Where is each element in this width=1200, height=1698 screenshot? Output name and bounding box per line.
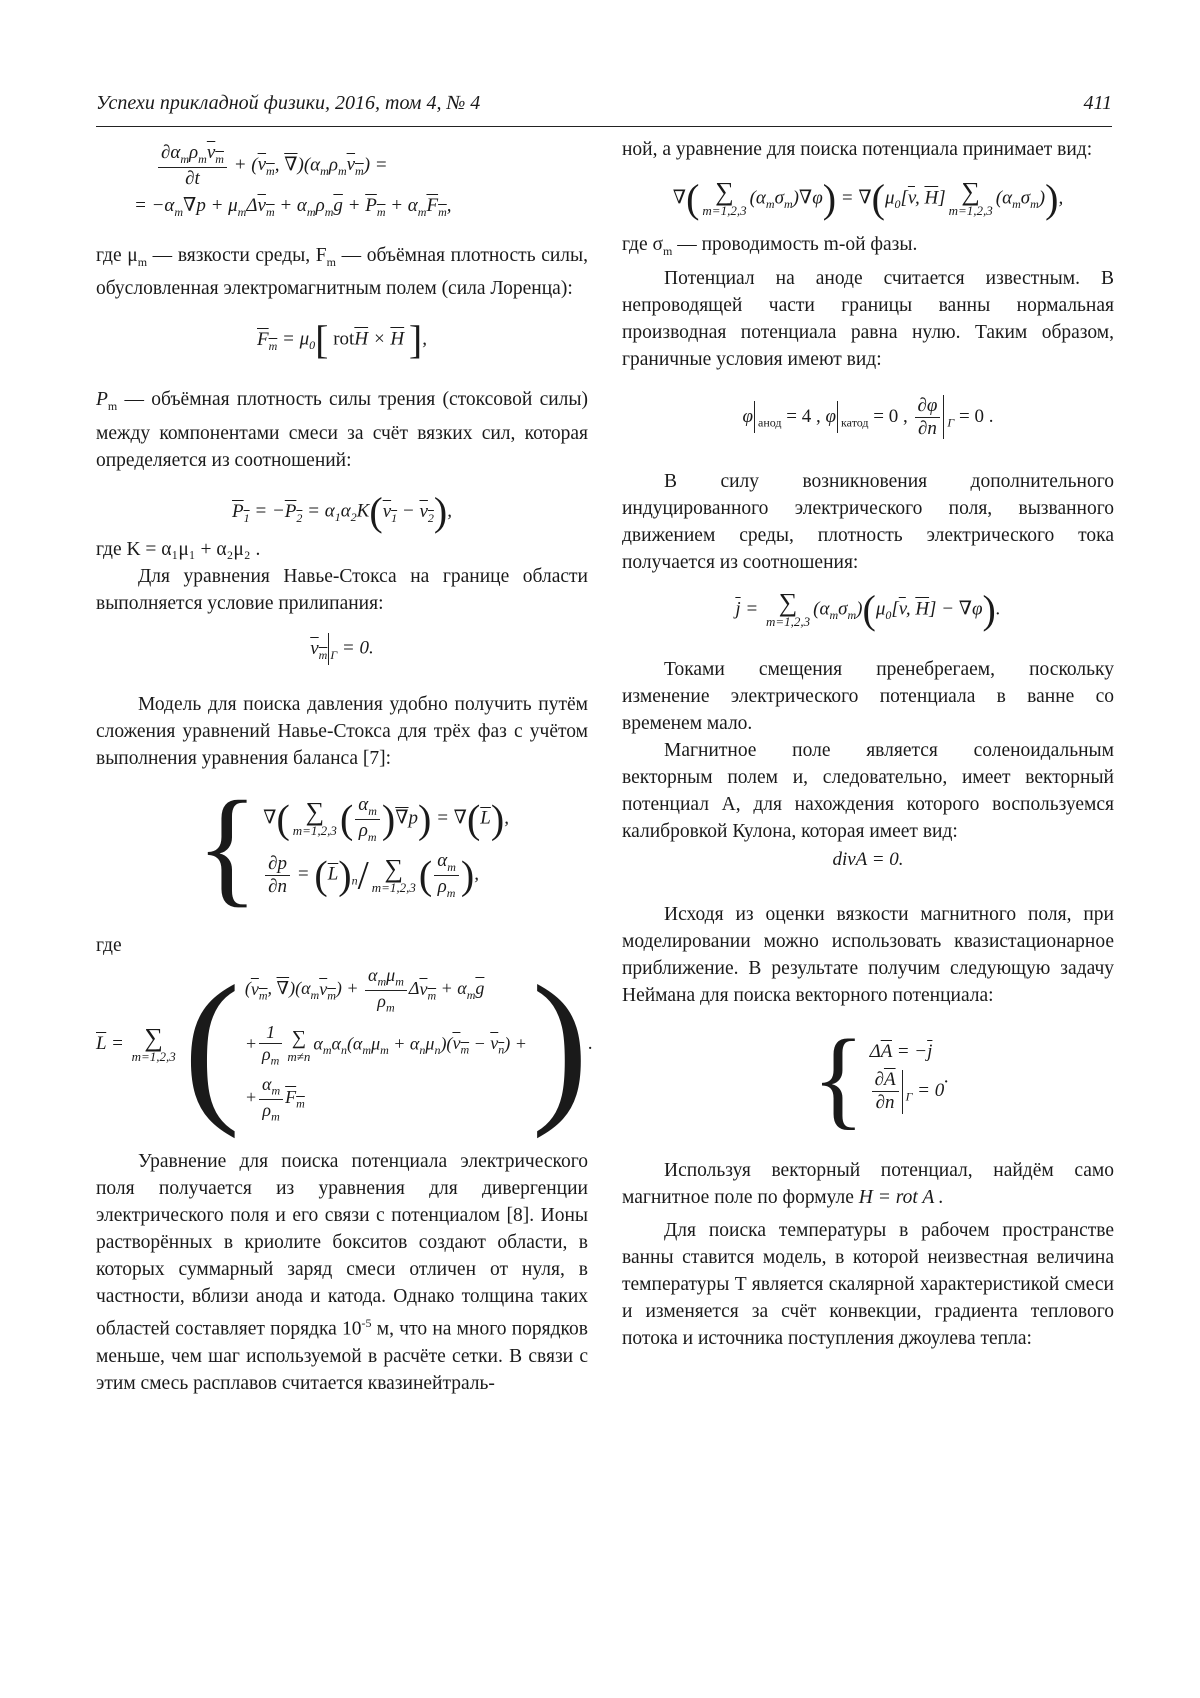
current-density-equation: $\overline{j}$ = ∑ m=1,2,3 $(\alpha_m\sigma_m)(\mu_0[\overline{v}$, $\overline{H}] - \nabla\varphi$). <box>735 586 1001 632</box>
right-column <box>622 136 1114 1352</box>
paragraph-boundary: Потенциал на аноде считается известным. В непроводящей части границы ванны нормальная производная потенциала равна нулю. Таким образом, граничные условия имеют вид: <box>622 267 1114 370</box>
navier-stokes-rhs: = $-\alpha_m\nabla p + \mu_m\Delta v_m + \alpha_m\rho_m\overline{g} + P_m + \alpha_mF_m$, <box>134 194 452 219</box>
noslip-condition: $v_m$ $_\Gamma$ = 0. <box>96 633 588 665</box>
page-number: 411 <box>1083 92 1112 114</box>
paragraph-quasistationary: Исходя из оценки вязкости магнитного поля, при моделировании можно использовать квазистационарное приближение. В результате получим следующую задачу Неймана для поиска векторного потенциала: <box>622 903 1114 1006</box>
paragraph-magnetic: Магнитное поле является соленоидальным векторным полем и, следовательно, имеет векторный потенциал A, для нахождения которого воспользуемся калибровкой Кулона, которая имеет вид: <box>622 739 1114 842</box>
paragraph-noslip: Для уравнения Навье-Стокса на границе области выполняется условие прилипания: <box>96 566 588 615</box>
friction-force-equation: $P_1 = -P_2 = \alpha_1\alpha_2K(v_1 - v_2)$, <box>232 489 452 535</box>
paragraph-viscosity: где $\mu_m$ — вязкости среды, $F_m$ — объёмная плотность силы, обусловленная электромагнитным полем (сила Лоренца): <box>96 244 589 300</box>
navier-stokes-equation: $\frac{\partial\alpha_m\rho_mv_m}{\partial t}$ + ($v_m$, $\nabla)(\alpha_m\rho_mv_m)$ = <box>96 142 588 190</box>
coulomb-gauge: divA = 0. <box>832 848 904 870</box>
paragraph-stokes: $P_m$ — объёмная плотность силы трения (стоксовой силы) между компонентами смеси за счёт вязких сил, которая определяется из соотношений: <box>96 389 588 472</box>
pressure-system: { ∇( ∑ m=1,2,3 ( $\frac{\alpha_m}{\rho_m}$ )$\nabla p) = \nabla(\overline{L})$, $\frac{\partial p}{\partial n}$ = $(\overline{L})_n/$ ∑ m=1,2,3 ( $\frac{\alpha_m}{\rho_m}$ ), <box>196 775 509 920</box>
left-column <box>96 136 594 1397</box>
potential-equation: ∇( ∑ m=1,2,3 $(\alpha_m\sigma_m)\nabla\varphi) = \nabla(\mu_0[\overline{v}$, $\overline{H}$] ∑ m=1,2,3 $(\alpha_m\sigma_m)$), <box>672 176 1064 221</box>
neumann-system: { $\Delta\overline{A} = -\overline{j}$ $\frac{\partial\overline{A}}{\partial n}$ $_\Gamma$ = 0 . <box>812 1016 949 1139</box>
paragraph-displacement: Токами смещения пренебрегаем, поскольку изменение электрического потенциала в ванне со временем мало. <box>622 658 1114 734</box>
paragraph-potential-cont: ной, а уравнение для поиска потенциала принимает вид: <box>622 139 1093 160</box>
paragraph-pressure-model: Модель для поиска давления удобно получить путём сложения уравнений Навье-Стокса для трёх фаз с учётом выполнения уравнения баланса [7]: <box>96 694 588 770</box>
page-header <box>96 86 1112 127</box>
paragraph-where: где <box>96 935 122 957</box>
paragraph-temperature: Для поиска температуры в рабочем пространстве ванны ставится модель, в которой неизвестная величина температуры T является скалярной характеристикой смеси и изменяется за счёт конвекции, градиента теплового потока и источника поступления джоулева тепла: <box>622 1219 1114 1349</box>
boundary-conditions: φ $_{анод}$ = 4 , φ $_{катод}$ = 0 , $\frac{\partial\varphi}{\partial n}$ $_\Gamma$ = 0 . <box>742 394 994 439</box>
journal-title: Успехи прикладной физики, 2016, том 4, № 4 <box>96 92 481 114</box>
rot-formula: H = rot A . <box>858 1186 944 1208</box>
paragraph-induced-field: В силу возникновения дополнительного индуцированного электрического поля, вызванного движением среды, плотность электрического тока получается из соотношения: <box>622 470 1114 573</box>
paragraph-vector-potential: Используя векторный потенциал, найдём само магнитное поле по формуле H = rot A . <box>622 1159 1114 1208</box>
l-vector-definition: $\overline{L}$ = ∑ m=1,2,3 ( ($v_m$, $\nabla)(\alpha_mv_m)$ + $\frac{\alpha_m\mu_m}{\rho_m}$ $\Delta v_m + \alpha_m\overline{g}$ + $\frac{1}{\rho_m}$ ∑ m≠n $\alpha_m\alpha_n(\alpha_m\mu_m + \alpha_n\mu_n)(v_m - v_n)$ + + $\frac{\alpha_m}{\rho_m}$ $F_m$ ). <box>96 950 594 1139</box>
lorentz-force-equation: $F_m = \mu_0$[ $rot\overline{H} \times \overline{H}$ ], <box>257 317 427 363</box>
paragraph-potential: Уравнение для поиска потенциала электрического поля получается из уравнения для дивергенции электрического поля и его связи с потенциалом [8]. Ионы растворённых в криолите бокситов создают области, в которых суммарный заряд смеси отличен от нуля, в частности, вблизи анода и катода. Однако толщина таких областей составляет порядка $10^{-5}$ м, что на много порядков меньше, чем шаг используемой в расчёте сетки. В связи с этим смесь расплавов считается квазинейтраль- <box>96 1151 588 1394</box>
paragraph-k-definition: где K = α₁μ₁ + α₂μ₂ . <box>96 539 261 561</box>
paragraph-conductivity: где $\sigma_m$ — проводимость m-ой фазы. <box>622 234 918 258</box>
